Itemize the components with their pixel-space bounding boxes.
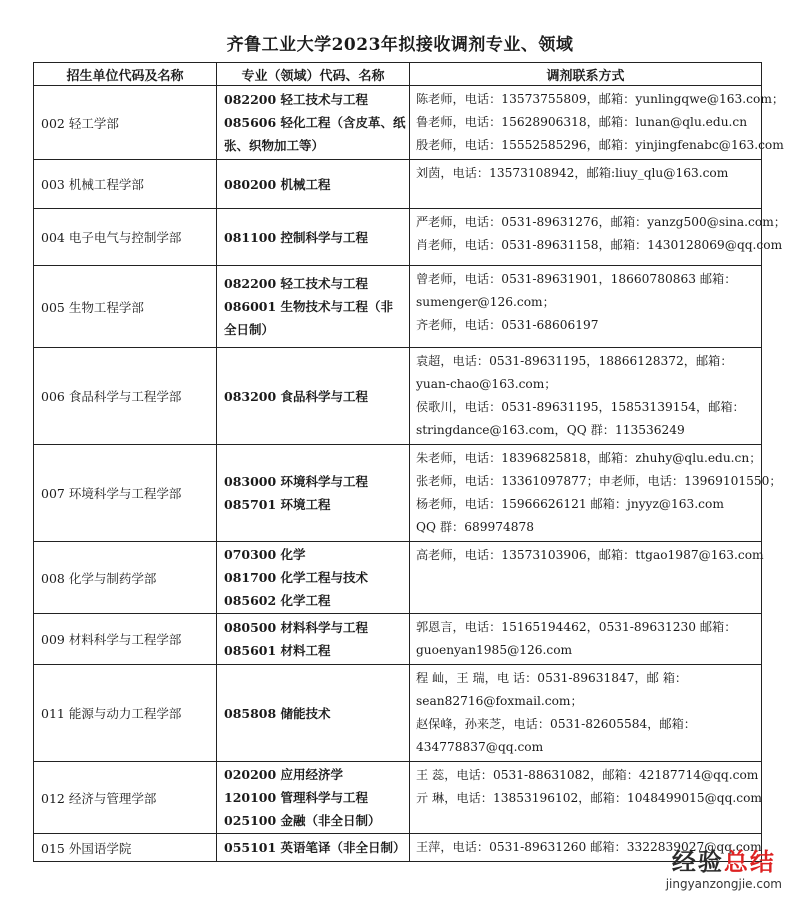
table-row bbox=[34, 348, 762, 445]
major-line: 080500 材料科学与工程 bbox=[224, 620, 369, 635]
major-line: 085602 化学工程 bbox=[224, 593, 331, 608]
table-row bbox=[34, 665, 762, 762]
table-row bbox=[34, 762, 762, 834]
contact-line: 郭恩言，电话：15165194462，0531-89631230 邮箱： bbox=[416, 620, 737, 634]
major-line: 120100 管理科学与工程 bbox=[224, 790, 369, 805]
contact-line: sumenger@126.com； bbox=[416, 295, 555, 309]
table-row bbox=[34, 209, 762, 266]
contact-line: 杨老师，电话：15966626121 邮箱：jnyyz@163.com bbox=[416, 497, 724, 511]
major-cell bbox=[217, 86, 410, 160]
unit-cell: 007 环境科学与工程学部 bbox=[34, 445, 217, 542]
unit-cell: 009 材料科学与工程学部 bbox=[34, 614, 217, 665]
contact-cell bbox=[410, 266, 762, 348]
contact-cell bbox=[410, 348, 762, 445]
major-line: 081100 控制科学与工程 bbox=[224, 229, 369, 245]
major-line: 085601 材料工程 bbox=[224, 643, 331, 658]
major-line: 086001 生物技术与工程（非 bbox=[224, 299, 394, 314]
table-row bbox=[34, 542, 762, 614]
contact-line: 王 蕊，电话：0531-88631082，邮箱：42187714@qq.com bbox=[416, 768, 759, 782]
contact-line: 张老师，电话：13361097877；申老师，电话：13969101550； bbox=[416, 474, 782, 488]
unit-cell: 011 能源与动力工程学部 bbox=[34, 665, 217, 762]
contact-line: 434778837@qq.com bbox=[416, 740, 544, 754]
header-unit: 招生单位代码及名称 bbox=[34, 63, 217, 86]
contact-line: 肖老师，电话：0531-89631158，邮箱：1430128069@qq.com bbox=[416, 238, 783, 252]
unit-cell: 004 电子电气与控制学部 bbox=[34, 209, 217, 266]
contact-line: 陈老师，电话：13573755809，邮箱：yunlingqwe@163.com； bbox=[416, 92, 785, 106]
contact-line: 刘茵，电话：13573108942，邮箱:liuy_qlu@163.com bbox=[416, 166, 729, 180]
table-row bbox=[34, 266, 762, 348]
unit-cell: 003 机械工程学部 bbox=[34, 160, 217, 209]
contact-cell bbox=[410, 665, 762, 762]
contact-cell bbox=[410, 209, 786, 266]
major-cell bbox=[217, 614, 410, 665]
contact-line: 严老师，电话：0531-89631276，邮箱：yanzg500@sina.com； bbox=[416, 215, 786, 229]
contact-line: 齐老师，电话：0531-68606197 bbox=[416, 318, 599, 332]
table-row bbox=[34, 614, 762, 665]
contact-line: guoenyan1985@126.com bbox=[416, 643, 573, 657]
major-line: 083200 食品科学与工程 bbox=[224, 388, 369, 404]
unit-cell: 008 化学与制药学部 bbox=[34, 542, 217, 614]
major-line: 025100 金融（非全日制） bbox=[224, 813, 381, 828]
contact-line: 侯歌川，电话：0531-89631195，15853139154，邮箱： bbox=[416, 400, 745, 414]
major-line: 080200 机械工程 bbox=[224, 176, 331, 192]
watermark-url: jingyanzongjie.com bbox=[665, 877, 782, 891]
contact-line: yuan-chao@163.com； bbox=[416, 377, 557, 391]
table-header-row bbox=[34, 63, 762, 86]
unit-cell: 005 生物工程学部 bbox=[34, 266, 217, 348]
contact-line: 朱老师，电话：18396825818，邮箱：zhuhy@qlu.edu.cn； bbox=[416, 451, 762, 465]
major-line: 081700 化学工程与技术 bbox=[224, 570, 369, 585]
contact-line: 王萍，电话：0531-89631260 邮箱：3322839027@qq.com bbox=[416, 840, 762, 854]
unit-cell: 015 外国语学院 bbox=[34, 834, 217, 862]
major-line: 082200 轻工技术与工程 bbox=[224, 276, 369, 291]
contact-line: QQ 群：689974878 bbox=[416, 520, 535, 534]
major-line: 张、织物加工等） bbox=[224, 138, 325, 153]
major-line: 082200 轻工技术与工程 bbox=[224, 92, 369, 107]
table-row bbox=[34, 445, 762, 542]
table-row bbox=[34, 160, 762, 209]
major-line: 全日制） bbox=[224, 322, 275, 337]
contact-cell bbox=[410, 86, 785, 160]
header-contact: 调剂联系方式 bbox=[410, 63, 762, 86]
unit-cell: 006 食品科学与工程学部 bbox=[34, 348, 217, 445]
contact-cell bbox=[410, 614, 762, 665]
major-cell bbox=[217, 266, 410, 348]
major-cell bbox=[217, 762, 410, 834]
contact-line: 程 屾，王 瑞，电 话：0531-89631847，邮 箱： bbox=[416, 671, 688, 685]
major-cell bbox=[217, 834, 410, 862]
major-line: 020200 应用经济学 bbox=[224, 767, 344, 782]
contact-line: 赵保峰，孙来芝，电话：0531-82605584，邮箱： bbox=[416, 717, 696, 731]
contact-line: sean82716@foxmail.com； bbox=[416, 694, 583, 708]
major-line: 085606 轻化工程（含皮革、纸 bbox=[224, 115, 406, 130]
contact-line: stringdance@163.com，QQ 群：113536249 bbox=[416, 423, 685, 437]
contact-cell bbox=[410, 542, 762, 614]
major-line: 070300 化学 bbox=[224, 547, 306, 562]
table-row bbox=[34, 834, 762, 862]
unit-cell: 012 经济与管理学部 bbox=[34, 762, 217, 834]
header-major: 专业（领域）代码、名称 bbox=[217, 63, 410, 86]
contact-cell bbox=[410, 160, 762, 209]
contact-cell bbox=[410, 445, 782, 542]
contact-cell bbox=[410, 762, 762, 834]
table-row bbox=[34, 86, 762, 160]
contact-line: 亓 琳，电话：13853196102，邮箱：1048499015@qq.com bbox=[416, 791, 762, 805]
major-cell bbox=[217, 445, 410, 542]
major-line: 055101 英语笔译（非全日制） bbox=[224, 840, 406, 855]
watermark bbox=[666, 842, 782, 891]
contact-line: 袁超，电话：0531-89631195，18866128372，邮箱： bbox=[416, 354, 733, 368]
watermark-logo: 经验总结 bbox=[671, 848, 776, 876]
major-line: 085808 储能技术 bbox=[224, 705, 331, 721]
contact-line: 曾老师，电话：0531-89631901，18660780863 邮箱： bbox=[416, 272, 737, 286]
contact-line: 殷老师，电话：15552585296，邮箱：yinjingfenabc@163.com bbox=[416, 138, 784, 152]
major-cell bbox=[217, 665, 410, 762]
document-title: 齐鲁工业大学2023年拟接收调剂专业、领域 bbox=[226, 35, 574, 55]
major-line: 085701 环境工程 bbox=[224, 497, 331, 512]
major-cell bbox=[217, 209, 410, 266]
major-line: 083000 环境科学与工程 bbox=[224, 474, 369, 489]
unit-cell: 002 轻工学部 bbox=[34, 86, 217, 160]
major-cell bbox=[217, 348, 410, 445]
contact-line: 高老师，电话：13573103906，邮箱：ttgao1987@163.com bbox=[416, 548, 764, 562]
major-cell bbox=[217, 160, 410, 209]
contact-line: 鲁老师，电话：15628906318，邮箱：lunan@qlu.edu.cn bbox=[416, 115, 748, 129]
major-cell bbox=[217, 542, 410, 614]
